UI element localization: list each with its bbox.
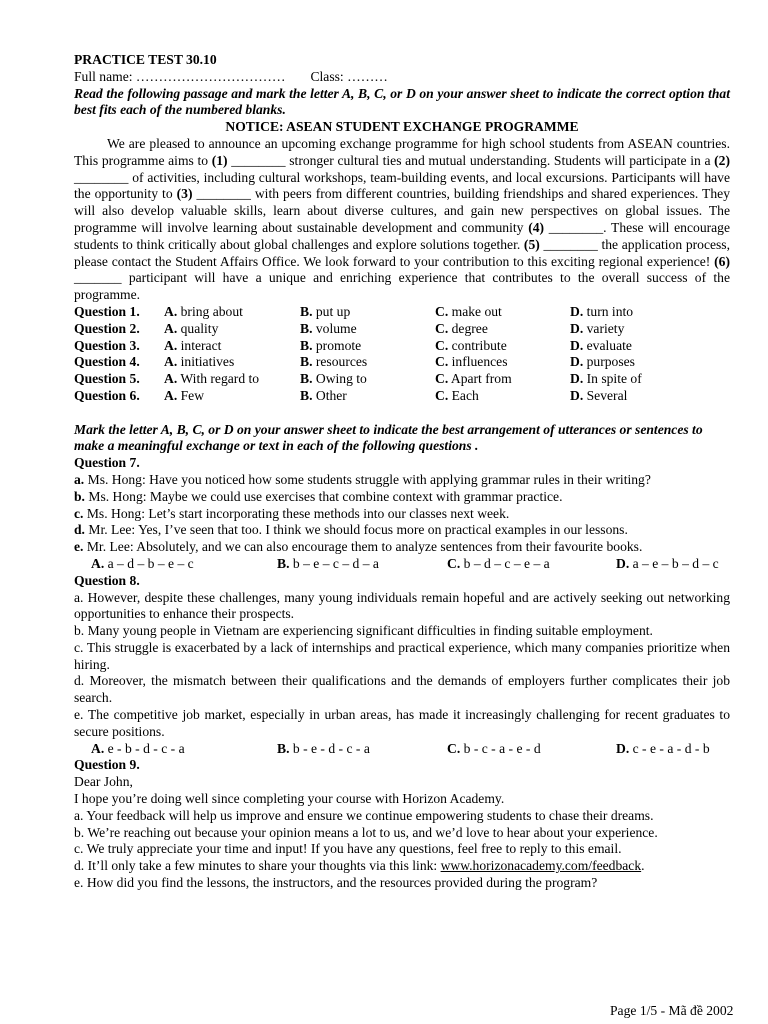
q9-item: b. We’re reaching out because your opinion means a lot to us, and we’d love to hear about your experience. [74, 824, 658, 840]
test-title: PRACTICE TEST 30.10 [74, 52, 217, 67]
letter-greeting: Dear John, [74, 774, 133, 790]
blank-5: (5) [523, 236, 540, 252]
q8-item: c. This struggle is exacerbated by a lack of internships and practical experience, which many companies prioritize when hiring. [74, 639, 730, 672]
q7-options: A. a – d – b – e – c B. b – e – c – d – a C. b – d – c – e – a D. a – e – b – d – c [91, 555, 719, 571]
question-row: Question 6. A. Few B. Other C. Each D. Several [74, 387, 628, 403]
question-row: Question 3. A. interact B. promote C. contribute D. evaluate [74, 337, 632, 353]
question-row: Question 2. A. quality B. volume C. degree D. variety [74, 320, 625, 336]
question-options-table [74, 304, 730, 405]
class-label: Class: ……… [310, 68, 388, 84]
q7-item: c. Ms. Hong: Let’s start incorporating these methods into our classes next week. [74, 505, 510, 521]
q8-item: a. However, despite these challenges, many young individuals remain hopeful and are actively seeking out networking opportunities to enhance their prospects. [74, 589, 730, 622]
q7-item: d. Mr. Lee: Yes, I’ve seen that too. I think we should focus more on practical examples in our lessons. [74, 522, 628, 538]
full-name-label: Full name: …………………………… [74, 68, 286, 84]
q7-item: e. Mr. Lee: Absolutely, and we can also encourage them to analyze sentences from their favourite books. [74, 539, 643, 555]
blank-6: (6) [714, 253, 730, 269]
blank-4: (4) [528, 219, 545, 235]
question-row: Question 4. A. initiatives B. resources C. influences D. purposes [74, 354, 635, 370]
notice-title: NOTICE: ASEAN STUDENT EXCHANGE PROGRAMME [225, 119, 579, 135]
question-8-label: Question 8. [74, 572, 140, 588]
q8-item: e. The competitive job market, especially in urban areas, has made it increasingly challenging for recent graduates to secure positions. [74, 707, 730, 739]
question-9-label: Question 9. [74, 757, 140, 773]
q7-item: b. Ms. Hong: Maybe we could use exercises that combine context with grammar practice. [74, 488, 563, 504]
section2-instruction: Mark the letter A, B, C, or D on your answer sheet to indicate the best arrangement of utterances or sentences to make a meaningful exchange or text in each of the following questions . [74, 421, 703, 454]
q9-item: d. It’ll only take a few minutes to share your thoughts via this link: www.horizonacademy.com/feedback. [74, 858, 645, 874]
section1-instruction: Read the following passage and mark the letter A, B, C, or D on your answer sheet to indicate the correct option that best fits each of the numbered blanks. [74, 85, 730, 118]
q8-options: A. e - b - d - c - a B. b - e - d - c - a C. b - c - a - e - d D. c - e - a - d - b [91, 740, 710, 756]
blank-2: (2) [714, 152, 730, 168]
student-info-line [74, 69, 730, 86]
q9-item: c. We truly appreciate your time and input! If you have any questions, feel free to reply to this email. [74, 841, 622, 857]
notice-passage: We are pleased to announce an upcoming exchange programme for high school students from ASEAN countries. This programme aims to (1) ________ stronger cultural ties and mutual understanding. Students will participate in a (2) ________ of activities, including cultural workshops, team-building events, and local excursions. Participants will have the opportunity to (3) ________ with peers from different countries, building friendships and shared experiences. They will also develop valuable skills, learn about diverse cultures, and gain new perspectives on global issues. The programme will involve learning about sustainable development and community (4) ________. These will encourage students to think critically about global challenges and explore solutions together. (5) ________ the application process, please contact the Student Affairs Office. We look forward to your contribution to this exciting regional experience! (6) _______ participant will have a unique and enriching experience that contributes to the overall success of the programme. [74, 135, 731, 303]
q8-item: b. Many young people in Vietnam are experiencing significant difficulties in finding suitable employment. [74, 623, 653, 639]
question-row: Question 1. A. bring about B. put up C. make out D. turn into [74, 303, 634, 319]
document-content [74, 52, 730, 892]
q7-item: a. Ms. Hong: Have you noticed how some students struggle with applying grammar rules in their writing? [74, 471, 651, 487]
question-row: Question 5. A. With regard to B. Owing to C. Apart from D. In spite of [74, 371, 642, 387]
q8-item: d. Moreover, the mismatch between their qualifications and the demands of employers further complicates their job search. [74, 673, 730, 706]
feedback-link[interactable]: www.horizonacademy.com/feedback [440, 858, 642, 874]
q9-item: a. Your feedback will help us improve and ensure we continue empowering students to chase their dreams. [74, 807, 654, 823]
question-7-label: Question 7. [74, 455, 140, 471]
blank-3: (3) [176, 186, 193, 202]
letter-intro: I hope you’re doing well since completing your course with Horizon Academy. [74, 791, 505, 807]
page-footer: Page 1/5 - Mã đề 2002 [610, 1003, 734, 1018]
blank-1: (1) [211, 152, 228, 168]
q9-item: e. How did you find the lessons, the instructors, and the resources provided during the program? [74, 875, 598, 891]
